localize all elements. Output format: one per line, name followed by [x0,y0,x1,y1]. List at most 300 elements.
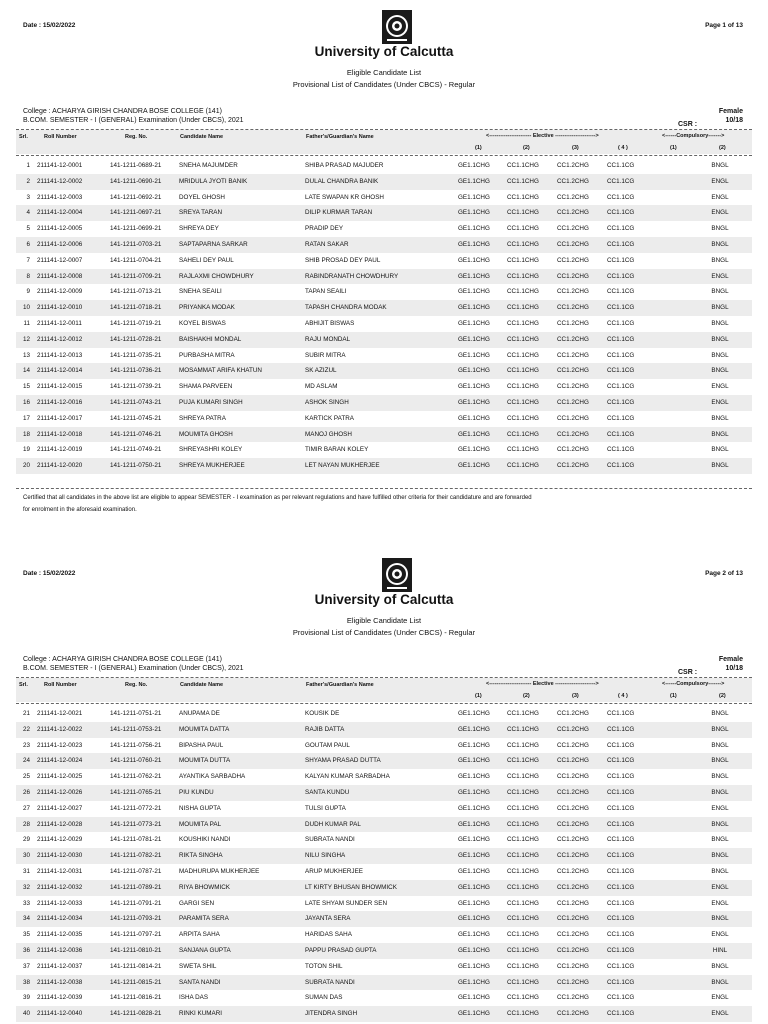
roll-number: 211141-12-0021 [37,710,83,717]
candidate-name: SNEHA SEAILI [179,288,222,296]
elective-1: GE1.1CHG [458,883,490,891]
header-reg: Reg. No. [125,134,148,140]
guardian-name: GOUTAM PAUL [305,741,350,749]
table-row [16,801,752,817]
compulsory-2: BNGL [711,335,729,343]
compulsory-2: BNGL [711,351,729,359]
table-row [16,269,752,285]
registration-number: 141-1211-0756-21 [110,741,162,749]
elective-1: GE1.1CHG [458,962,490,970]
elective-4: CC1.1CG [607,883,635,891]
table-row [16,174,752,190]
row-serial: 14 [22,367,30,375]
table-row [16,379,752,395]
registration-number: 141-1211-0745-21 [110,414,162,422]
candidate-name: GARGI SEN [179,899,214,907]
roll-number: 211141-12-0039 [37,994,83,1002]
registration-number: 141-1211-0751-21 [110,710,162,717]
elective-4: CC1.1CG [607,383,635,391]
header-elective-3: (3) [572,145,579,151]
registration-number: 141-1211-0709-21 [110,272,162,280]
registration-number: 141-1211-0735-21 [110,351,162,359]
elective-4: CC1.1CG [607,320,635,327]
row-serial: 32 [22,883,30,891]
candidate-name: SANTA NANDI [179,978,221,986]
elective-3: CC1.2CHG [557,1010,589,1018]
registration-number: 141-1211-0739-21 [110,383,162,391]
guardian-name: PAPPU PRASAD GUPTA [305,947,377,954]
guardian-name: TIMIR BARAN KOLEY [305,446,369,454]
roll-number: 211141-12-0040 [37,1010,83,1018]
guardian-name: SHYAMA PRASAD DUTTA [305,757,381,765]
row-serial: 29 [22,836,30,844]
elective-2: CC1.1CHG [507,335,539,343]
elective-1: GE1.1CHG [458,836,490,844]
registration-number: 141-1211-0760-21 [110,757,162,765]
table-row [16,458,752,474]
list-title: Eligible Candidate List [346,616,422,625]
table-row [16,817,752,833]
university-seal-icon [382,10,412,44]
guardian-name: MD ASLAM [305,383,338,391]
roll-number: 211141-12-0014 [37,367,83,375]
elective-2: CC1.1CHG [507,836,539,844]
elective-4: CC1.1CG [607,177,635,185]
elective-1: GE1.1CHG [458,446,490,454]
compulsory-2: ENGL [711,899,729,907]
print-date: Date : 15/02/2022 [23,22,76,29]
elective-3: CC1.2CHG [557,383,589,391]
elective-1: GE1.1CHG [458,304,490,312]
row-serial: 37 [22,962,30,970]
elective-1: GE1.1CHG [458,209,490,217]
header-reg: Reg. No. [125,682,148,688]
registration-number: 141-1211-0743-21 [110,399,162,406]
header-compulsory-1: (1) [670,693,677,699]
guardian-name: NILU SINGHA [305,852,346,860]
guardian-name: JAYANTA SERA [305,915,351,923]
elective-4: CC1.1CG [607,241,635,248]
csr-value: 10/18 [725,117,743,124]
header-compulsory: <------Compulsory-------> [662,133,725,139]
guardian-name: LATE SWAPAN KR GHOSH [305,193,384,201]
candidate-name: BIPASHA PAUL [179,741,224,749]
candidate-name: SHREYA DEY [179,225,219,233]
row-serial: 4 [26,209,30,217]
divider [16,703,752,704]
candidate-name: RIKTA SINGHA [179,852,223,860]
elective-2: CC1.1CHG [507,383,539,391]
guardian-name: ASHOK SINGH [305,399,349,406]
elective-4: CC1.1CG [607,994,635,1002]
compulsory-2: ENGL [711,399,729,406]
elective-3: CC1.2CHG [557,804,589,812]
roll-number: 211141-12-0011 [37,320,82,327]
row-serial: 35 [22,931,30,939]
compulsory-2: BNGL [711,256,729,264]
row-serial: 30 [22,852,30,860]
elective-3: CC1.2CHG [557,272,589,280]
elective-2: CC1.1CHG [507,193,539,201]
guardian-name: RABINDRANATH CHOWDHURY [305,272,399,280]
elective-1: GE1.1CHG [458,773,490,781]
elective-3: CC1.2CHG [557,741,589,749]
certification-line-1: Certified that all candidates in the above list are eligible to appear SEMESTER - I examination as per relevant regulations and have fulfilled other criteria for their candidature and are forwarded [23,495,532,501]
registration-number: 141-1211-0814-21 [110,962,162,970]
elective-2: CC1.1CHG [507,931,539,939]
candidate-name: MOSAMMAT ARIFA KHATUN [179,367,262,375]
registration-number: 141-1211-0703-21 [110,241,162,248]
candidate-name: RAJLAXMI CHOWDHURY [179,272,254,280]
elective-1: GE1.1CHG [458,994,490,1002]
elective-4: CC1.1CG [607,304,635,312]
registration-number: 141-1211-0746-21 [110,430,162,438]
elective-3: CC1.2CHG [557,351,589,359]
elective-1: GE1.1CHG [458,915,490,923]
elective-1: GE1.1CHG [458,399,490,406]
elective-2: CC1.1CHG [507,710,539,717]
elective-2: CC1.1CHG [507,162,539,169]
compulsory-2: BNGL [711,304,729,312]
registration-number: 141-1211-0689-21 [110,162,162,169]
elective-1: GE1.1CHG [458,757,490,765]
university-title: University of Calcutta [314,592,454,607]
elective-3: CC1.2CHG [557,915,589,923]
table-row [16,332,752,348]
candidate-name: ISHA DAS [179,994,209,1002]
row-serial: 26 [22,789,30,796]
elective-3: CC1.2CHG [557,193,589,201]
elective-2: CC1.1CHG [507,852,539,860]
elective-2: CC1.1CHG [507,399,539,406]
header-elective-1: (1) [475,145,482,151]
elective-2: CC1.1CHG [507,804,539,812]
elective-3: CC1.2CHG [557,367,589,375]
elective-2: CC1.1CHG [507,304,539,312]
elective-1: GE1.1CHG [458,978,490,986]
roll-number: 211141-12-0008 [37,272,83,280]
guardian-name: SHIB PROSAD DEY PAUL [305,256,381,264]
elective-1: GE1.1CHG [458,383,490,391]
row-serial: 23 [22,741,30,749]
college-name: College : ACHARYA GIRISH CHANDRA BOSE COLLEGE (141) [23,108,222,115]
row-serial: 40 [22,1010,30,1018]
registration-number: 141-1211-0816-21 [110,994,162,1002]
row-serial: 19 [22,446,30,454]
registration-number: 141-1211-0719-21 [110,320,162,327]
compulsory-2: BNGL [711,852,729,860]
table-row [16,927,752,943]
row-serial: 11 [23,320,30,327]
elective-3: CC1.2CHG [557,994,589,1002]
elective-1: GE1.1CHG [458,931,490,939]
row-serial: 27 [22,804,30,812]
compulsory-2: ENGL [711,883,729,891]
elective-2: CC1.1CHG [507,915,539,923]
elective-4: CC1.1CG [607,899,635,907]
row-serial: 13 [22,351,30,359]
roll-number: 211141-12-0026 [37,789,83,796]
guardian-name: SUBRATA NANDI [305,836,355,844]
compulsory-2: BNGL [711,915,729,923]
elective-3: CC1.2CHG [557,446,589,454]
candidate-name: MOUMITA DATTA [179,725,230,733]
elective-3: CC1.2CHG [557,430,589,438]
header-name: Candidate Name [180,682,224,688]
registration-number: 141-1211-0787-21 [110,868,162,875]
candidate-name: SHREYASHRI KOLEY [179,446,243,454]
guardian-name: KOUSIK DE [305,710,340,717]
candidate-name: NISHA GUPTA [179,804,221,812]
header-compulsory: <------Compulsory-------> [662,681,725,687]
roll-number: 211141-12-0003 [37,193,83,201]
elective-3: CC1.2CHG [557,852,589,860]
guardian-name: SUBRATA NANDI [305,978,355,986]
elective-4: CC1.1CG [607,446,635,454]
elective-4: CC1.1CG [607,978,635,986]
compulsory-2: ENGL [711,193,729,201]
elective-3: CC1.2CHG [557,725,589,733]
candidate-name: PURBASHA MITRA [179,351,235,359]
table-row [16,911,752,927]
roll-number: 211141-12-0035 [37,931,83,939]
elective-1: GE1.1CHG [458,351,490,359]
elective-3: CC1.2CHG [557,757,589,765]
elective-3: CC1.2CHG [557,288,589,296]
candidate-name: SNEHA MAJUMDER [179,162,238,169]
roll-number: 211141-12-0020 [37,462,83,470]
row-serial: 3 [26,193,30,201]
guardian-name: SHIBA PRASAD MAJUDER [305,162,384,169]
guardian-name: SUMAN DAS [305,994,343,1002]
elective-4: CC1.1CG [607,209,635,217]
elective-3: CC1.2CHG [557,773,589,781]
compulsory-2: ENGL [711,994,729,1002]
elective-3: CC1.2CHG [557,209,589,217]
elective-2: CC1.1CHG [507,978,539,986]
table-header [16,678,752,702]
compulsory-2: ENGL [711,1010,729,1018]
compulsory-2: BNGL [711,367,729,375]
university-seal-icon [382,558,412,592]
candidate-name: MOUMITA PAL [179,820,222,828]
elective-2: CC1.1CHG [507,899,539,907]
header-elective: <----------------------- Elective ----------------------> [486,133,599,139]
header-compulsory-2: (2) [719,145,726,151]
table-row [16,769,752,785]
registration-number: 141-1211-0781-21 [110,836,162,844]
elective-4: CC1.1CG [607,193,635,201]
table-row [16,442,752,458]
elective-4: CC1.1CG [607,288,635,296]
row-serial: 21 [22,710,30,717]
elective-2: CC1.1CHG [507,320,539,327]
roll-number: 211141-12-0030 [37,852,83,860]
table-row [16,738,752,754]
elective-1: GE1.1CHG [458,177,490,185]
compulsory-2: ENGL [711,177,729,185]
elective-3: CC1.2CHG [557,225,589,233]
divider [16,488,752,489]
table-row [16,832,752,848]
elective-3: CC1.2CHG [557,304,589,312]
candidate-name: KOYEL BISWAS [179,320,226,327]
row-serial: 28 [22,820,30,828]
elective-3: CC1.2CHG [557,399,589,406]
compulsory-2: HINL [712,947,728,954]
table-row [16,348,752,364]
candidate-name: MRIDULA JYOTI BANIK [179,177,248,185]
row-serial: 34 [22,915,30,923]
row-serial: 6 [26,241,30,248]
table-header [16,130,752,154]
registration-number: 141-1211-0750-21 [110,462,162,470]
csr-label: CSR : [678,121,698,128]
roll-number: 211141-12-0004 [37,209,83,217]
guardian-name: JITENDRA SINGH [305,1010,358,1018]
elective-2: CC1.1CHG [507,177,539,185]
roll-number: 211141-12-0018 [37,430,83,438]
compulsory-2: ENGL [711,931,729,939]
compulsory-2: BNGL [711,414,729,422]
registration-number: 141-1211-0791-21 [110,899,162,907]
gender-label: Female [718,108,743,115]
header-srl: Srl. [19,682,28,688]
elective-2: CC1.1CHG [507,725,539,733]
registration-number: 141-1211-0793-21 [110,915,162,923]
guardian-name: LT KIRTY BHUSAN BHOWMICK [305,883,397,891]
page-2 [0,548,768,1024]
roll-number: 211141-12-0010 [37,304,83,312]
header-roll: Roll Number [44,134,77,140]
elective-4: CC1.1CG [607,868,635,875]
elective-1: GE1.1CHG [458,320,490,327]
guardian-name: PRADIP DEY [305,225,344,233]
exam-name: B.COM. SEMESTER - I (GENERAL) Examination (Under CBCS), 2021 [23,665,244,672]
elective-4: CC1.1CG [607,399,635,406]
roll-number: 211141-12-0015 [37,383,83,391]
guardian-name: SK AZIZUL [305,367,337,375]
print-date: Date : 15/02/2022 [23,570,76,577]
divider [16,155,752,156]
table-row [16,880,752,896]
elective-4: CC1.1CG [607,1010,635,1018]
elective-3: CC1.2CHG [557,820,589,828]
compulsory-2: BNGL [711,820,729,828]
table-row [16,205,752,221]
university-title: University of Calcutta [314,44,454,59]
compulsory-2: BNGL [711,710,729,717]
roll-number: 211141-12-0005 [37,225,83,233]
candidate-name: SHREYA MUKHERJEE [179,462,245,470]
elective-1: GE1.1CHG [458,899,490,907]
elective-4: CC1.1CG [607,741,635,749]
candidate-name: ARPITA SAHA [179,931,220,939]
row-serial: 17 [22,414,30,422]
guardian-name: ARUP MUKHERJEE [305,868,363,875]
compulsory-2: BNGL [711,430,729,438]
table-row [16,363,752,379]
header-elective-4: ( 4 ) [618,145,628,151]
elective-2: CC1.1CHG [507,288,539,296]
row-serial: 16 [22,399,30,406]
gender-label: Female [718,656,743,663]
registration-number: 141-1211-0782-21 [110,852,162,860]
elective-1: GE1.1CHG [458,414,490,422]
table-row [16,848,752,864]
row-serial: 5 [26,225,30,233]
roll-number: 211141-12-0033 [37,899,83,907]
elective-4: CC1.1CG [607,225,635,233]
elective-4: CC1.1CG [607,931,635,939]
registration-number: 141-1211-0736-21 [110,367,162,375]
guardian-name: DULAL CHANDRA BANIK [305,177,379,185]
guardian-name: KALYAN KUMAR SARBADHA [305,773,390,781]
table-row [16,785,752,801]
candidate-name: SHAMA PARVEEN [179,383,233,391]
elective-4: CC1.1CG [607,820,635,828]
elective-1: GE1.1CHG [458,256,490,264]
row-serial: 36 [22,947,30,954]
guardian-name: TAPASH CHANDRA MODAK [305,304,387,312]
candidate-name: DOYEL GHOSH [179,193,225,201]
registration-number: 141-1211-0810-21 [110,947,162,954]
table-row [16,158,752,174]
elective-4: CC1.1CG [607,335,635,343]
elective-4: CC1.1CG [607,915,635,923]
elective-3: CC1.2CHG [557,899,589,907]
registration-number: 141-1211-0704-21 [110,256,162,264]
elective-3: CC1.2CHG [557,320,589,327]
elective-4: CC1.1CG [607,272,635,280]
candidate-name: PUJA KUMARI SINGH [179,399,243,406]
roll-number: 211141-12-0012 [37,335,83,343]
elective-2: CC1.1CHG [507,256,539,264]
elective-3: CC1.2CHG [557,241,589,248]
page-number: Page 1 of 13 [705,22,743,29]
page-number: Page 2 of 13 [705,570,743,577]
elective-2: CC1.1CHG [507,225,539,233]
elective-2: CC1.1CHG [507,462,539,470]
compulsory-2: BNGL [711,757,729,765]
roll-number: 211141-12-0031 [37,868,83,875]
elective-4: CC1.1CG [607,852,635,860]
exam-name: B.COM. SEMESTER - I (GENERAL) Examination (Under CBCS), 2021 [23,117,244,124]
registration-number: 141-1211-0765-21 [110,789,162,796]
elective-2: CC1.1CHG [507,272,539,280]
guardian-name: LATE SHYAM SUNDER SEN [305,899,387,907]
elective-3: CC1.2CHG [557,256,589,264]
roll-number: 211141-12-0032 [37,883,83,891]
registration-number: 141-1211-0828-21 [110,1010,162,1018]
compulsory-2: BNGL [711,462,729,470]
registration-number: 141-1211-0797-21 [110,931,162,939]
elective-2: CC1.1CHG [507,241,539,248]
elective-2: CC1.1CHG [507,868,539,875]
elective-1: GE1.1CHG [458,272,490,280]
guardian-name: RATAN SAKAR [305,241,349,248]
registration-number: 141-1211-0753-21 [110,725,162,733]
table-row [16,316,752,332]
elective-4: CC1.1CG [607,757,635,765]
elective-1: GE1.1CHG [458,335,490,343]
row-serial: 9 [26,288,30,296]
table-row [16,190,752,206]
elective-4: CC1.1CG [607,256,635,264]
row-serial: 18 [22,430,30,438]
table-row [16,943,752,959]
elective-4: CC1.1CG [607,162,635,169]
